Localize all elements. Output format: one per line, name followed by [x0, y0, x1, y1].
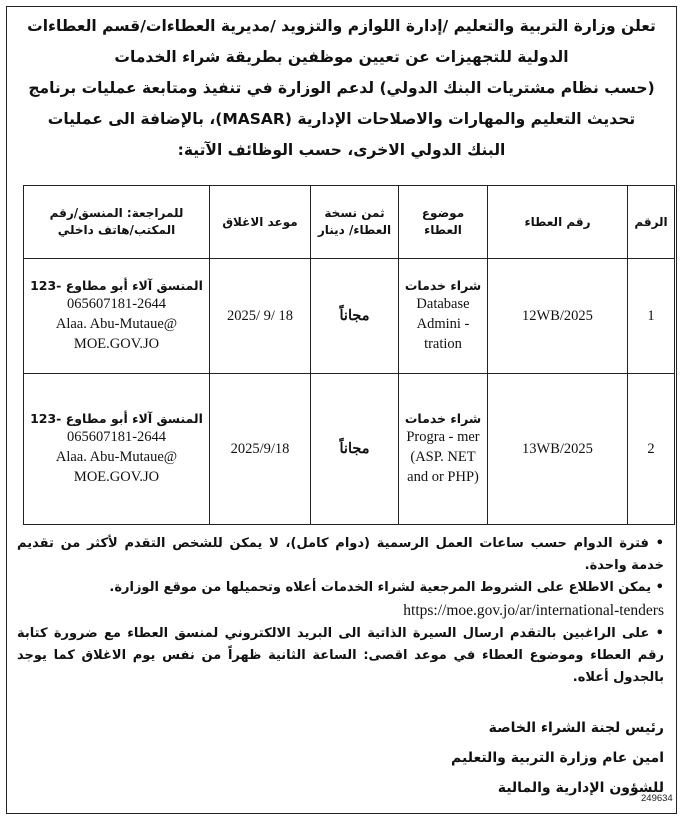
contact-email-part2: MOE.GOV.JO — [73, 469, 160, 485]
contact-phone: 065607181-2644 — [66, 429, 167, 445]
signature-line: امين عام وزارة التربية والتعليم — [451, 750, 664, 766]
contact-email-part2: MOE.GOV.JO — [73, 336, 160, 352]
closing-date-text: 2025/ 9/ 18 — [226, 308, 294, 324]
note-terms: • يمكن الاطلاع على الشروط المرجعية لشراء الخدمات أعلاه وتحميلها من موقع الوزارة. — [109, 580, 664, 595]
signature-line: رئيس لجنة الشراء الخاصة — [488, 720, 664, 736]
table-row — [24, 374, 675, 525]
intro-line: تعلن وزارة التربية والتعليم /إدارة اللوازم والتزويد /مديرية العطاءات/قسم العطاءات — [27, 17, 656, 35]
tender-announcement — [6, 6, 677, 814]
header-no: الرقم — [628, 186, 675, 259]
notes-section — [17, 533, 664, 689]
row-subject — [399, 374, 488, 525]
subject-english: Database Admini - tration — [416, 296, 470, 352]
row-contact — [24, 374, 210, 525]
contact-name: المنسق آلاء أبو مطاوع -123 — [30, 411, 203, 426]
signature-line: للشؤون الإدارية والمالية — [497, 780, 664, 796]
note-submission: • على الراغبين بالتقدم ارسال السيرة الذاتية الى البريد الالكتروني لمنسق العطاء مع ضرورة كتابة رقم العطاء وموضوع العطاء في موعد اقصى: الساعة الثانية ظهراً من نفس يوم الاغلاق كما يوجد بالجدول أعلاه. — [17, 626, 664, 685]
row-tender-no: 13WB/2025 — [488, 374, 628, 525]
row-contact — [24, 259, 210, 374]
row-closing-date — [210, 259, 311, 374]
intro-line: تحديث التعليم والمهارات والاصلاحات الإدارية (MASAR)، بالإضافة الى عمليات — [47, 110, 636, 128]
header-subject: موضوع العطاء — [399, 186, 488, 259]
announcement-intro — [7, 7, 676, 166]
contact-phone: 065607181-2644 — [66, 296, 167, 312]
subject-arabic: شراء خدمات — [404, 411, 482, 426]
intro-line: البنك الدولي الاخرى، حسب الوظائف الآتية: — [177, 141, 506, 159]
row-closing-date — [210, 374, 311, 525]
note-working-hours: • فترة الدوام حسب ساعات العمل الرسمية (دوام كامل)، لا يمكن للشخص التقدم لأكثر من تقديم خدمة واحدة. — [17, 536, 664, 573]
header-contact: للمراجعة: المنسق/رقم المكتب/هاتف داخلي — [24, 186, 210, 259]
header-tender-no: رقم العطاء — [488, 186, 628, 259]
signature-block — [451, 713, 664, 803]
contact-email-part1: Alaa. Abu-Mutaue@ — [55, 449, 178, 465]
reference-number: 249634 — [641, 793, 673, 804]
subject-arabic: شراء خدمات — [404, 278, 482, 293]
row-no: 2 — [628, 374, 675, 525]
contact-name: المنسق آلاء أبو مطاوع -123 — [30, 278, 203, 293]
table-row — [24, 259, 675, 374]
closing-date-text: 2025/9/18 — [230, 441, 290, 457]
tenders-url-link[interactable]: https://moe.gov.jo/ar/international-tenders — [403, 602, 664, 619]
header-price: ثمن نسخة العطاء/ دينار — [311, 186, 399, 259]
contact-email-part1: Alaa. Abu-Mutaue@ — [55, 316, 178, 332]
row-price: مجاناً — [311, 259, 399, 374]
intro-line: الدولية للتجهيزات عن تعيين موظفين بطريقة شراء الخدمات — [114, 48, 569, 66]
row-tender-no: 12WB/2025 — [488, 259, 628, 374]
row-no: 1 — [628, 259, 675, 374]
intro-line: (حسب نظام مشتريات البنك الدولي) لدعم الوزارة في تنفيذ ومتابعة عمليات برنامج — [28, 79, 655, 97]
subject-english: Progra - mer (ASP. NET and or PHP) — [406, 429, 480, 485]
table-header-row — [24, 186, 675, 259]
tenders-table — [23, 185, 675, 525]
header-closing: موعد الاغلاق — [210, 186, 311, 259]
row-subject — [399, 259, 488, 374]
row-price: مجاناً — [311, 374, 399, 525]
